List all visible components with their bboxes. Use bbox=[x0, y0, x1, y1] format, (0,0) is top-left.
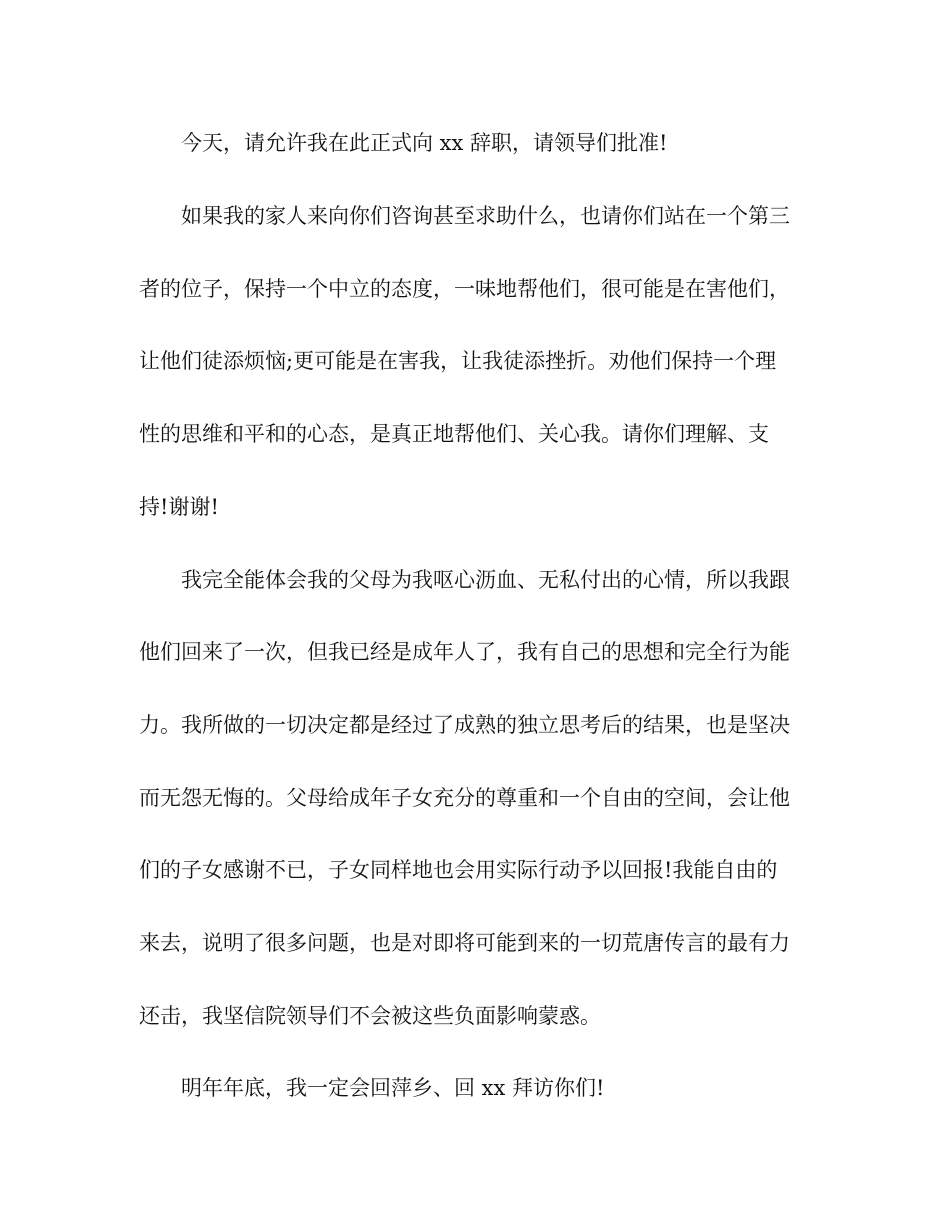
paragraph-3-line-2: 他们回来了一次，但我已经是成年人了，我有自己的思想和完全行为能 bbox=[139, 640, 790, 664]
paragraph-2-line-5: 持!谢谢! bbox=[139, 495, 219, 519]
paragraph-3-line-5: 们的子女感谢不已，子女同样地也会用实际行动予以回报!我能自由的 bbox=[139, 858, 778, 882]
paragraph-1-line-1: 今天，请允许我在此正式向 xx 辞职，请领导们批准! bbox=[181, 131, 668, 155]
paragraph-2-line-4: 性的思维和平和的心态，是真正地帮他们、关心我。请你们理解、支 bbox=[139, 422, 769, 446]
paragraph-4-line-1: 明年年底，我一定会回萍乡、回 xx 拜访你们! bbox=[181, 1076, 605, 1100]
paragraph-2-line-3: 让他们徒添烦恼;更可能是在害我，让我徒添挫折。劝他们保持一个理 bbox=[139, 349, 777, 373]
paragraph-2-line-1: 如果我的家人来向你们咨询甚至求助什么，也请你们站在一个第三 bbox=[181, 204, 790, 228]
paragraph-3-line-1: 我完全能体会我的父母为我呕心沥血、无私付出的心情，所以我跟 bbox=[181, 568, 790, 592]
paragraph-3-line-6: 来去，说明了很多问题，也是对即将可能到来的一切荒唐传言的最有力 bbox=[139, 931, 790, 955]
paragraph-3-line-3: 力。我所做的一切决定都是经过了成熟的独立思考后的结果，也是坚决 bbox=[139, 713, 790, 737]
paragraph-3-line-4: 而无怨无悔的。父母给成年子女充分的尊重和一个自由的空间，会让他 bbox=[139, 786, 790, 810]
paragraph-3-line-7: 还击，我坚信院领导们不会被这些负面影响蒙惑。 bbox=[139, 1004, 601, 1028]
paragraph-2-line-2: 者的位子，保持一个中立的态度，一味地帮他们，很可能是在害他们， bbox=[139, 277, 790, 301]
